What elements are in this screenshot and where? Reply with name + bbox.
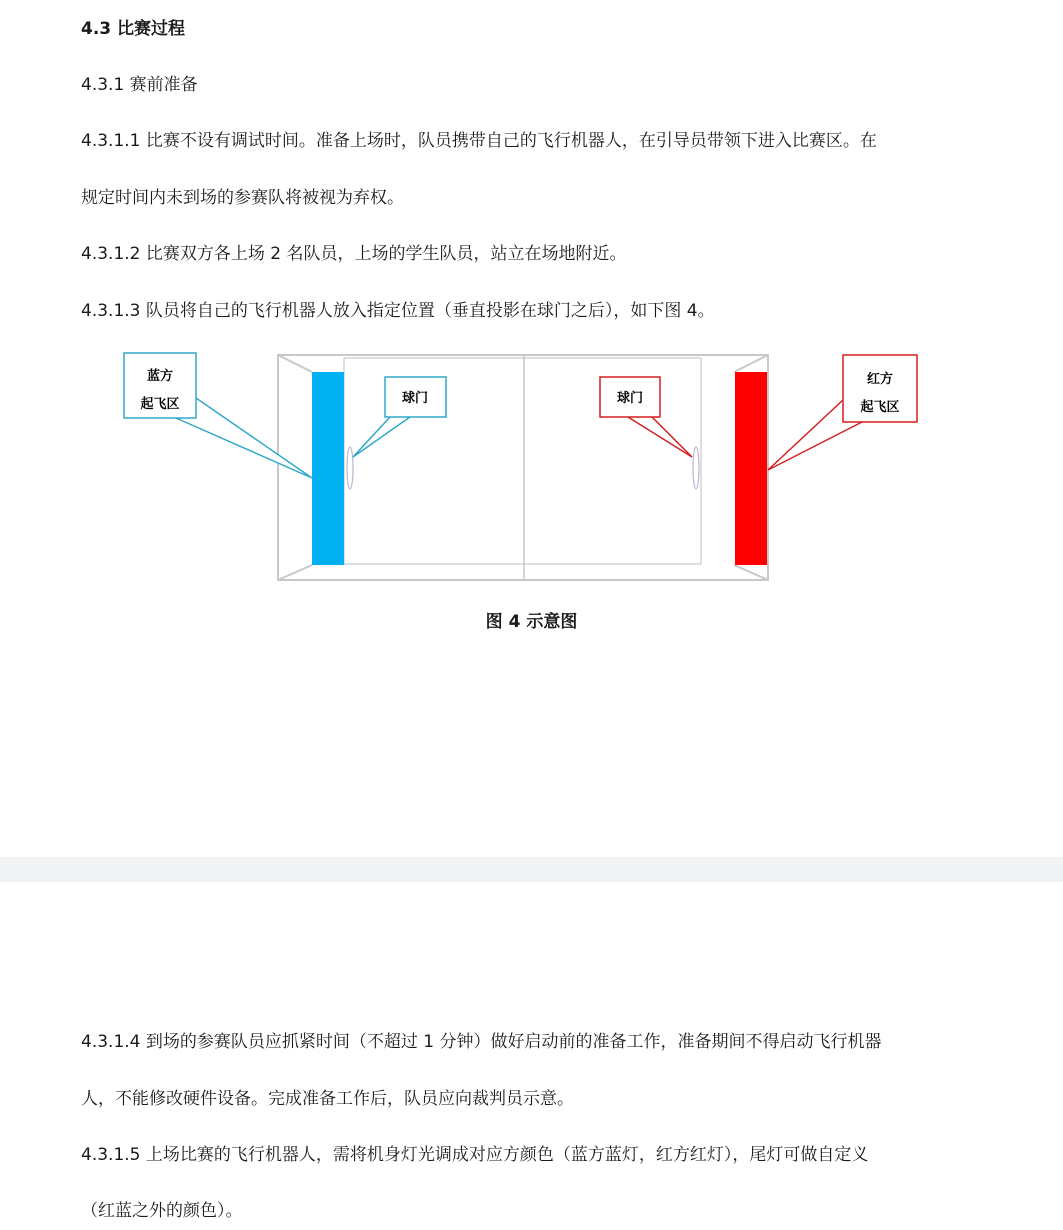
- red-takeoff-label-line-2: 起飞区: [860, 400, 900, 415]
- blue-side-goal: [347, 447, 353, 489]
- field-outline: [278, 355, 768, 580]
- red-takeoff-label-line-1: 红方: [866, 372, 894, 387]
- red-takeoff-zone: [735, 372, 767, 565]
- field-border: [278, 355, 768, 580]
- red-goal-callout: [600, 377, 692, 457]
- paragraph-4-3-1-4-line-1: 4.3.1.4 到场的参赛队员应抓紧时间（不超过 1 分钟）做好启动前的准备工作，准备期间不得启动飞行机器: [81, 1032, 882, 1052]
- field-corner-top-left: [278, 355, 312, 372]
- paragraph-4-3-1-1-line-2: 规定时间内未到场的参赛队将被视为弃权。: [81, 188, 404, 208]
- field-corner-bottom-left: [278, 565, 312, 580]
- subsection-heading: 4.3.1 赛前准备: [81, 75, 198, 95]
- blue-takeoff-label-line-2: 起飞区: [140, 397, 180, 412]
- blue-takeoff-zone: [312, 372, 344, 565]
- paragraph-4-3-1-5-line-2: （红蓝之外的颜色）。: [81, 1201, 243, 1221]
- blue-goal-label: 球门: [401, 391, 429, 406]
- field-diagram: [0, 340, 1063, 590]
- field-corner-bottom-right: [734, 565, 768, 580]
- red-takeoff-callout: [768, 355, 917, 470]
- blue-takeoff-callout: [124, 353, 312, 478]
- paragraph-4-3-1-2: 4.3.1.2 比赛双方各上场 2 名队员，上场的学生队员，站立在场地附近。: [81, 244, 627, 264]
- paragraph-4-3-1-1-line-1: 4.3.1.1 比赛不设有调试时间。准备上场时，队员携带自己的飞行机器人，在引导员带领下进入比赛区。在: [81, 131, 877, 151]
- field-corner-top-right: [734, 355, 768, 372]
- page-separator: [0, 857, 1063, 882]
- blue-takeoff-label-line-1: 蓝方: [146, 369, 174, 384]
- paragraph-4-3-1-5-line-1: 4.3.1.5 上场比赛的飞行机器人，需将机身灯光调成对应方颜色（蓝方蓝灯，红方红灯），尾灯可做自定义: [81, 1145, 869, 1165]
- blue-goal-callout: [353, 377, 446, 457]
- paragraph-4-3-1-3: 4.3.1.3 队员将自己的飞行机器人放入指定位置（垂直投影在球门之后），如下图 4。: [81, 301, 715, 321]
- red-goal-callout-pointer: [628, 417, 692, 457]
- field-diagram-svg: [0, 340, 1063, 590]
- figure-caption: 图 4 示意图: [485, 612, 578, 632]
- red-goal-label: 球门: [616, 391, 644, 406]
- blue-goal-callout-pointer: [353, 417, 410, 457]
- paragraph-4-3-1-4-line-2: 人，不能修改硬件设备。完成准备工作后，队员应向裁判员示意。: [81, 1089, 574, 1109]
- document-page-2: [0, 882, 1063, 1230]
- section-heading: 4.3 比赛过程: [81, 19, 186, 39]
- red-side-goal: [693, 447, 699, 489]
